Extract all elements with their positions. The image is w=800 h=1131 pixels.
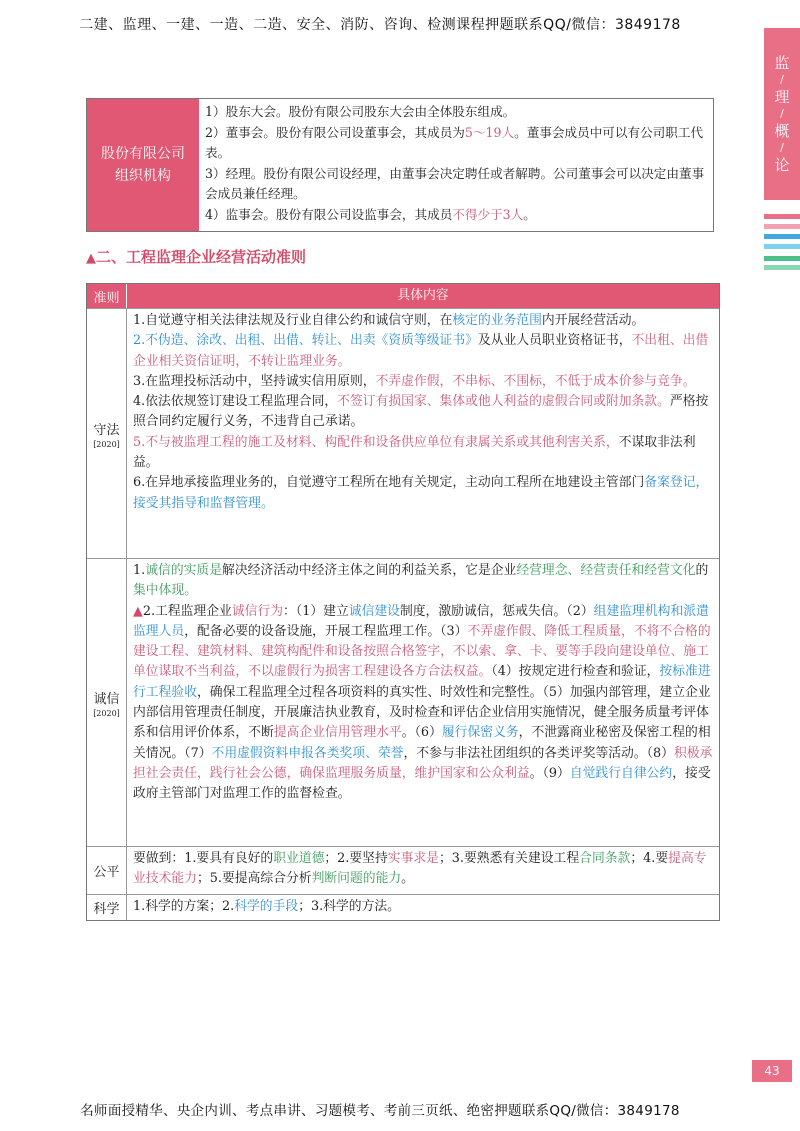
highlight: 不用虚假资料申报各类奖项、荣誉	[211, 745, 404, 761]
org-item-highlight: 5～19人	[464, 124, 515, 140]
text: 解决经济活动中经济主体之间的利益关系，它是企业	[222, 563, 517, 578]
text: 严格按照合同约定履行义务，不违背自己承诺。	[133, 394, 709, 430]
text: ，不泄露商业秘密及保密工程的相关情况。（7）	[133, 725, 711, 761]
highlight: 组建监理机构和派遣监理人员	[133, 603, 709, 639]
highlight: 积极承担社会责任，践行社会公德，确保监理服务质量，维护国家和公众利益	[133, 745, 713, 781]
text: 。（6）	[401, 725, 442, 741]
text: 1.	[133, 563, 146, 578]
text: 。（9）	[529, 765, 570, 781]
highlight: 不弄虚作假、降低工程质量，不将不合格的建设工程、建筑材料、建筑构配件和设备按照合格签字，不以索、拿、卡、要等手段向建设单位、施工单位谋取不当利益，不以虚假行为损害工程建设各方合法权益。	[133, 623, 711, 680]
text: ，接受政府主管部门对监理工作的监督检查。	[133, 765, 711, 802]
text: ；2.要坚持	[324, 851, 388, 866]
text: 1.科学的方案；2.	[133, 899, 235, 914]
page-number: 43	[752, 1060, 792, 1082]
decor-stripe	[764, 265, 800, 270]
text: 不谋取非法利益。	[133, 434, 696, 471]
text: 3.在监理投标活动中，坚持诚实信用原则，	[133, 373, 376, 389]
text: ，不参与非法社团组织的各类评奖等活动。（8）	[403, 745, 674, 761]
org-item	[205, 123, 707, 164]
section-title-text: 二、工程监理企业经营活动准则	[96, 248, 307, 266]
chapter-side-tab	[764, 28, 800, 200]
row-label-text: 守法	[93, 422, 120, 438]
triangle-icon: ▲	[86, 251, 96, 266]
org-item-text: 4）监事会。股份有限公司设监事会，其成员	[205, 206, 453, 222]
org-item-text: 3）经理。股份有限公司设经理，由董事会决定聘任或者解聘。公司董事会可以决定由董事会成员兼任经理。	[205, 165, 705, 201]
org-item-text: 1）股东大会。股份有限公司股东大会由全体股东组成。	[205, 104, 516, 119]
org-structure-table	[86, 98, 714, 232]
row-label	[87, 309, 127, 558]
highlight: 科学的手段	[234, 899, 299, 914]
highlight: 提高专业技术能力	[133, 851, 707, 887]
text: 及从业人员职业资格证书，	[477, 333, 632, 349]
highlight: 履行保密义务	[441, 725, 519, 741]
highlight: 不签订有损国家、集体或他人利益的虚假合同或附加条款。	[337, 394, 670, 410]
text: 1.自觉遵守相关法律法规及行业自律公约和诚信守则，在	[133, 313, 453, 328]
row-label	[87, 559, 127, 846]
content-line	[133, 392, 713, 433]
org-item-text: 。	[523, 206, 536, 222]
highlight: 不弄虚作假，不串标、不围标，不低于成本价参与竞争。	[375, 373, 696, 389]
highlight: 诚信建设	[348, 603, 400, 619]
decor-stripe	[764, 244, 800, 249]
highlight: 5.不与被监理工程的施工及材料、构配件和设备供应单位有隶属关系或其他利害关系，	[133, 434, 619, 450]
highlight: 实事求是	[387, 851, 439, 866]
highlight: 不出租、出借企业相关资信证明，不转让监理业务。	[133, 333, 709, 369]
highlight: 诚信的实质是	[145, 563, 222, 578]
table-header-row	[87, 284, 719, 308]
side-tab-separator: /	[780, 73, 784, 86]
highlight: 集中体现。	[133, 583, 197, 599]
highlight: 经营理念、经营责任和经营文化	[516, 563, 696, 578]
text: 制度，激励诚信，惩戒失信。（2）	[399, 603, 594, 619]
side-tab-char: 监	[774, 54, 790, 72]
table-row-chengxin	[87, 558, 719, 846]
row-content	[127, 309, 719, 558]
content-line	[133, 311, 713, 331]
header-col-content: 具体内容	[397, 287, 449, 303]
row-label	[87, 847, 127, 894]
highlight: 判断问题的能力	[311, 871, 402, 887]
side-tab-separator: /	[780, 141, 784, 154]
table-row-kexue	[87, 894, 719, 920]
decor-stripe	[764, 234, 800, 239]
decor-stripe	[764, 214, 800, 219]
footer-banner: 名师面授精华、央企内训、考点串讲、习题模考、考前三页纸、绝密押题联系QQ/微信：3849178	[80, 1103, 680, 1119]
content-line	[133, 372, 713, 392]
side-tab-char: 论	[774, 156, 790, 174]
highlight: 2.不伪造、涂改、出租、出借、转让、出卖《资质等级证书》	[133, 333, 478, 349]
text: 。	[401, 871, 414, 887]
header-col-principle: 准则	[87, 284, 127, 308]
row-label-text: 科学	[93, 902, 120, 917]
highlight: 诚信行为	[231, 603, 284, 619]
row-label	[87, 895, 127, 920]
side-tab-char: 理	[774, 88, 790, 106]
highlight: 核定的业务范围	[452, 313, 542, 328]
text: 的	[695, 563, 709, 578]
row-content	[127, 847, 719, 894]
content-paragraph	[133, 602, 713, 805]
org-item-highlight: 不得少于3人	[452, 206, 524, 222]
org-item	[205, 205, 707, 226]
side-tab-separator: /	[780, 107, 784, 120]
text: 2.工程监理企业	[142, 603, 232, 619]
triangle-icon: ▲	[133, 603, 143, 619]
org-item-text: 。董事会成员中可以有公司职工代表。	[205, 124, 704, 160]
text: ；3.要熟悉有关建设工程	[438, 851, 580, 866]
text: 内开展经营活动。	[541, 313, 645, 328]
decor-stripe	[764, 224, 800, 229]
content-paragraph	[133, 561, 713, 602]
text: （4）按规定进行检查和验证，	[491, 664, 660, 680]
org-item	[205, 164, 707, 205]
table-row-gongping	[87, 846, 719, 894]
content-line	[133, 473, 713, 514]
section-title	[86, 246, 306, 267]
decor-stripe	[764, 256, 800, 261]
row-label-year: [2020]	[93, 439, 120, 449]
text: ，确保工程监理全过程各项资料的真实性、时效性和完整性。（5）加强内部管理，建立企业内部信用管理责任制度，开展廉洁执业教育，及时检查和评估企业信用实施情况，健全服务质量考评体系和信用评价体系，不断	[133, 684, 711, 741]
row-content	[127, 895, 719, 920]
row-label-text: 公平	[93, 865, 120, 880]
highlight: 职业道德	[273, 851, 325, 866]
text: ，配备必要的设备设施，开展工程监理工作。（3）	[184, 623, 468, 639]
highlight: 提高企业信用管理水平	[273, 725, 402, 741]
text: ；4.要	[630, 851, 669, 866]
org-item-text: 2）董事会。股份有限公司设董事会，其成员为	[205, 124, 465, 140]
text: ；5.要提高综合分析	[196, 871, 312, 887]
org-body	[199, 99, 713, 231]
principles-table	[86, 283, 720, 921]
text: 6.在异地承接监理业务的，自觉遵守工程所在地有关规定，主动向工程所在地建设主管部门	[133, 475, 645, 491]
table-row-shoufa	[87, 308, 719, 558]
org-item	[205, 102, 707, 123]
highlight: 按标准进行工程验收	[133, 664, 711, 700]
row-label-text: 诚信	[93, 691, 120, 707]
text: 要做到：1.要具有良好的	[133, 851, 274, 866]
content-line	[133, 331, 713, 372]
text: ；3.科学的方法。	[298, 899, 400, 914]
header-banner: 二建、监理、一建、一造、二造、安全、消防、咨询、检测课程押题联系QQ/微信：3849178	[79, 17, 681, 33]
highlight: 合同条款	[579, 851, 631, 866]
text: ：（1）建立	[283, 603, 349, 619]
highlight: 备案登记，接受其指导和监督管理。	[133, 475, 709, 511]
content-line	[133, 433, 713, 474]
row-label-year: [2020]	[93, 708, 120, 718]
highlight: 自觉践行自律公约	[569, 765, 673, 781]
org-label: 股份有限公司组织机构	[87, 99, 199, 231]
text: 4.依法依规签订建设工程监理合同，	[133, 394, 338, 410]
row-content	[127, 559, 719, 846]
side-tab-char: 概	[774, 122, 790, 140]
